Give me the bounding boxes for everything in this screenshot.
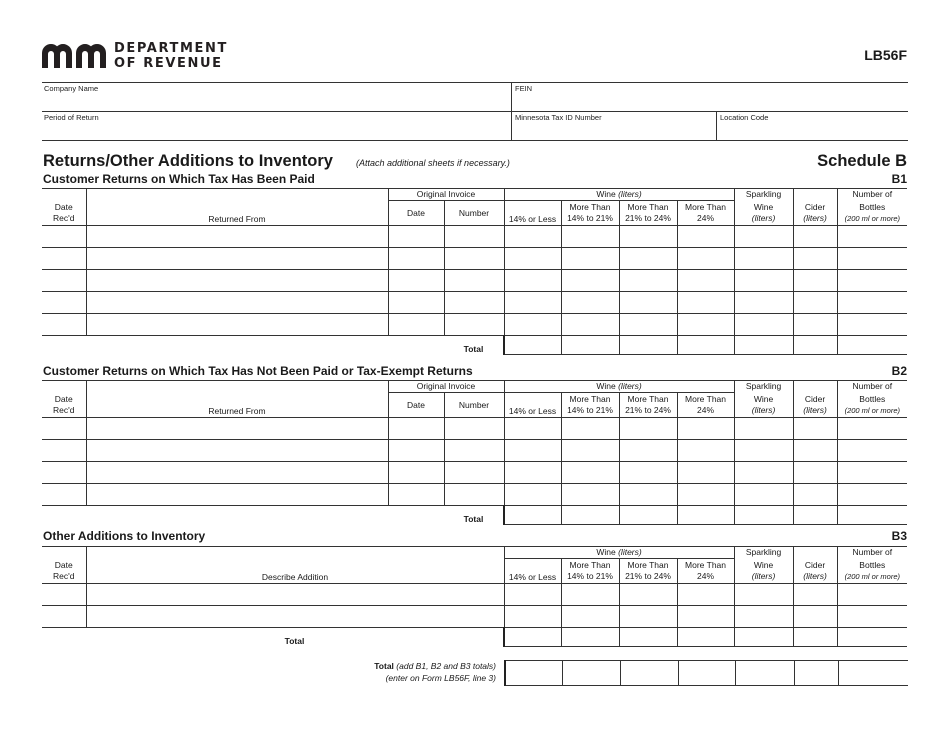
- wine-units: (liters): [618, 189, 642, 199]
- period-field[interactable]: Period of Return: [44, 113, 99, 122]
- bottles-header: Number of: [837, 381, 907, 393]
- date-recd-header: [42, 393, 86, 418]
- col-label: Bottles: [859, 559, 886, 570]
- section-b1-title: Customer Returns on Which Tax Has Been Paid: [43, 172, 315, 186]
- col-label: 14% to 21%: [567, 213, 613, 223]
- date-label: Date: [54, 559, 73, 570]
- wine-over-24-header: [677, 393, 734, 418]
- col-units: (200 ml or more): [844, 405, 901, 415]
- total-row[interactable]: [42, 336, 907, 355]
- invoice-date-header: Date: [388, 201, 444, 226]
- table-row[interactable]: [42, 292, 907, 314]
- col-label: More Than: [627, 202, 669, 212]
- cider-header: [793, 201, 837, 226]
- wine-over-24-header: [677, 559, 734, 584]
- table-row[interactable]: [42, 248, 907, 270]
- wine-14-21-header: [561, 393, 619, 418]
- company-name-field[interactable]: Company Name: [44, 84, 99, 93]
- col-label: More Than: [685, 560, 726, 570]
- logo-glyphs: [42, 44, 106, 68]
- mn-logo: [42, 42, 106, 68]
- section-b2-code: B2: [891, 364, 907, 378]
- agency-line-1: DEPARTMENT: [114, 41, 228, 56]
- col-label: 24%: [697, 571, 715, 581]
- wine-21-24-header: [619, 201, 677, 226]
- recd-label: Rec'd: [53, 404, 75, 415]
- b3-total-label: Total: [284, 635, 305, 646]
- wine-header: [504, 189, 734, 201]
- col-label: More Than: [569, 202, 611, 212]
- col-label: 24%: [697, 405, 715, 415]
- table-row[interactable]: [42, 584, 907, 606]
- section-b1-table: [42, 188, 907, 355]
- original-invoice-header: Original Invoice: [388, 189, 504, 201]
- col-label: More Than: [627, 560, 669, 570]
- col-units: (200 ml or more): [844, 571, 901, 581]
- wine-label: Wine: [596, 381, 616, 391]
- col-label: Wine: [753, 393, 774, 404]
- table-row[interactable]: [42, 462, 907, 484]
- describe-addition-header: Describe Addition: [86, 559, 504, 584]
- col-label: Cider: [804, 201, 826, 212]
- date-recd-header: [42, 559, 86, 584]
- section-b3-code: B3: [891, 529, 907, 543]
- agency-name: [114, 41, 228, 71]
- fein-field[interactable]: FEIN: [515, 84, 533, 93]
- date-recd-header: [42, 201, 86, 226]
- divider: [716, 111, 717, 140]
- b1-total-label: Total: [463, 343, 484, 354]
- mn-tax-id-field[interactable]: Minnesota Tax ID Number: [515, 113, 602, 122]
- date-label: Date: [54, 201, 73, 212]
- wine-14-21-header: [561, 559, 619, 584]
- cider-header: [793, 559, 837, 584]
- original-invoice-header: Original Invoice: [388, 381, 504, 393]
- sparkling-header: Sparkling: [734, 381, 793, 393]
- table-row[interactable]: [42, 314, 907, 336]
- divider: [42, 82, 908, 83]
- col-label: 24%: [697, 213, 715, 223]
- section-b2-title: Customer Returns on Which Tax Has Not Been Paid or Tax-Exempt Returns: [43, 364, 473, 378]
- col-units: (liters): [803, 570, 827, 581]
- sparkling-header: Sparkling: [734, 189, 793, 201]
- section-b3-table: [42, 546, 907, 647]
- divider: [42, 111, 908, 112]
- wine-21-24-header: [619, 559, 677, 584]
- wine-14-or-less-header: 14% or Less: [504, 559, 561, 584]
- col-label: More Than: [569, 560, 611, 570]
- col-label: 14% to 21%: [567, 405, 613, 415]
- total-row[interactable]: [42, 506, 907, 525]
- wine-units: (liters): [618, 381, 642, 391]
- bottles-header: Number of: [837, 189, 907, 201]
- wine-14-or-less-header: 14% or Less: [504, 393, 561, 418]
- date-label: Date: [54, 393, 73, 404]
- section-b1-code: B1: [891, 172, 907, 186]
- col-label: More Than: [685, 202, 726, 212]
- table-row[interactable]: [42, 418, 907, 440]
- table-row[interactable]: [42, 226, 907, 248]
- col-units: (liters): [803, 404, 827, 415]
- cider-header: [793, 393, 837, 418]
- wine-14-21-header: [561, 201, 619, 226]
- bottles-header: Number of: [837, 547, 907, 559]
- col-label: 21% to 24%: [625, 213, 671, 223]
- col-label: Bottles: [859, 201, 886, 212]
- returned-from-header: Returned From: [86, 201, 388, 226]
- table-row[interactable]: [42, 606, 907, 628]
- col-label: 21% to 24%: [625, 405, 671, 415]
- invoice-date-header: Date: [388, 393, 444, 418]
- col-label: Wine: [753, 201, 774, 212]
- invoice-number-header: Number: [444, 201, 504, 226]
- returned-from-header: Returned From: [86, 393, 388, 418]
- grand-total-title: Total: [374, 661, 394, 671]
- attach-note: (Attach additional sheets if necessary.): [356, 158, 510, 168]
- col-units: (liters): [751, 212, 776, 223]
- table-row[interactable]: [42, 440, 907, 462]
- invoice-number-header: Number: [444, 393, 504, 418]
- recd-label: Rec'd: [53, 212, 75, 223]
- agency-line-2: OF REVENUE: [114, 56, 223, 71]
- wine-14-or-less-header: 14% or Less: [504, 201, 561, 226]
- wine-units: (liters): [618, 547, 642, 557]
- sparkling-wine-header: [734, 559, 793, 584]
- total-row[interactable]: [42, 628, 907, 647]
- grand-total-note2: (enter on Form LB56F, line 3): [385, 673, 496, 683]
- col-label: Wine: [753, 559, 774, 570]
- bottles-subheader: [837, 559, 907, 584]
- grand-total-table: [504, 660, 908, 686]
- col-label: 14% to 21%: [567, 571, 613, 581]
- sparkling-wine-header: [734, 201, 793, 226]
- col-label: 21% to 24%: [625, 571, 671, 581]
- divider: [42, 140, 908, 141]
- wine-over-24-header: [677, 201, 734, 226]
- location-code-field[interactable]: Location Code: [720, 113, 769, 122]
- col-units: (200 ml or more): [844, 213, 901, 223]
- col-label: Bottles: [859, 393, 886, 404]
- table-row[interactable]: [42, 270, 907, 292]
- wine-label: Wine: [596, 547, 616, 557]
- grand-total-label: [374, 660, 496, 684]
- page-title: Returns/Other Additions to Inventory: [43, 152, 333, 170]
- grand-total-row[interactable]: [505, 661, 908, 686]
- bottles-subheader: [837, 393, 907, 418]
- grand-total-line1: [374, 660, 496, 672]
- b2-total-label: Total: [463, 513, 484, 524]
- section-b2-table: [42, 380, 907, 525]
- wine-header: [504, 547, 734, 559]
- section-b3-title: Other Additions to Inventory: [43, 529, 206, 543]
- col-label: Cider: [804, 393, 826, 404]
- table-row[interactable]: [42, 484, 907, 506]
- col-label: More Than: [685, 394, 726, 404]
- col-label: More Than: [627, 394, 669, 404]
- wine-header: [504, 381, 734, 393]
- wine-label: Wine: [596, 189, 616, 199]
- col-units: (liters): [751, 570, 776, 581]
- col-label: Cider: [804, 559, 826, 570]
- sparkling-wine-header: [734, 393, 793, 418]
- recd-label: Rec'd: [53, 570, 75, 581]
- schedule-label: Schedule B: [817, 152, 907, 170]
- grand-total-note1: (add B1, B2 and B3 totals): [396, 661, 496, 671]
- col-units: (liters): [751, 404, 776, 415]
- col-label: More Than: [569, 394, 611, 404]
- form-number: LB56F: [864, 47, 907, 63]
- wine-21-24-header: [619, 393, 677, 418]
- divider: [511, 82, 512, 140]
- bottles-subheader: [837, 201, 907, 226]
- col-units: (liters): [803, 212, 827, 223]
- sparkling-header: Sparkling: [734, 547, 793, 559]
